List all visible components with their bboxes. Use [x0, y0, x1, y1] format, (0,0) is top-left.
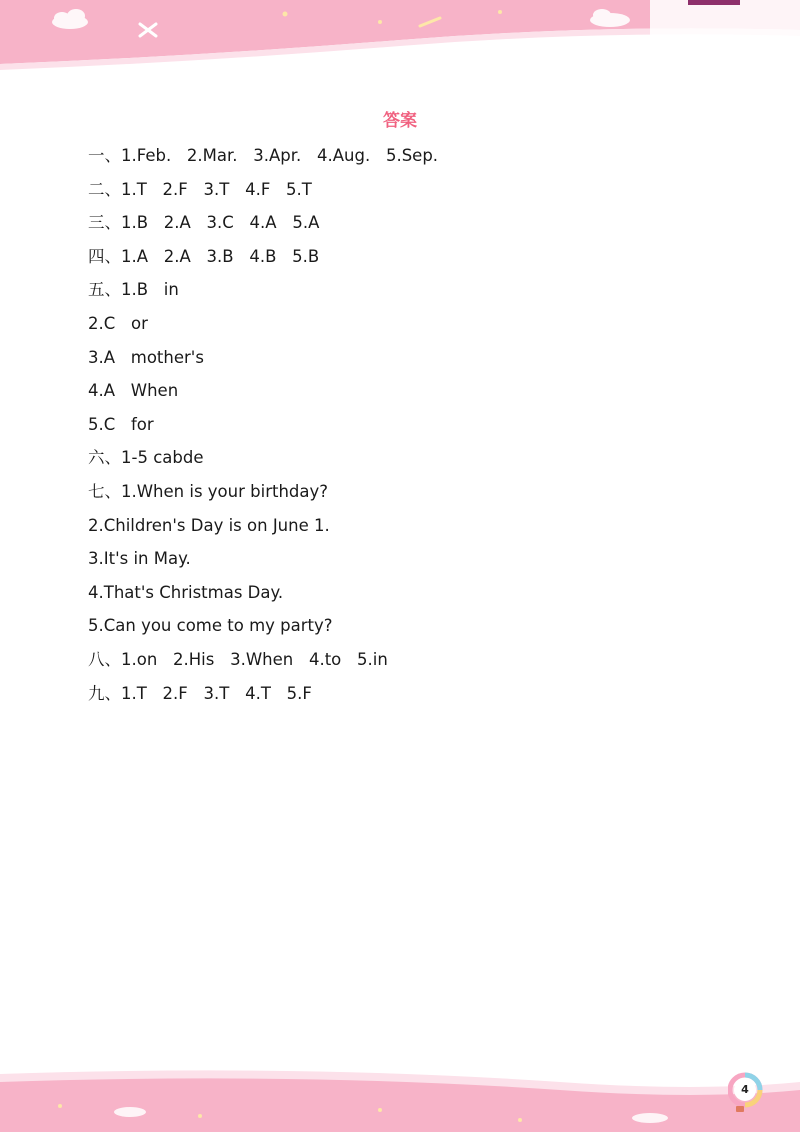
answer-list — [88, 142, 438, 713]
answer-line: 三、1.B 2.A 3.C 4.A 5.A — [88, 213, 320, 233]
answer-line: 5.Can you come to my party? — [88, 616, 333, 636]
answer-line: 2.Children's Day is on June 1. — [88, 515, 330, 535]
top-decorative-banner — [0, 0, 800, 80]
answer-line: 六、1-5 cabde — [88, 448, 204, 468]
page-title: 答案 — [383, 111, 417, 131]
answer-line: 七、1.When is your birthday? — [88, 481, 329, 501]
answer-line: 一、1.Feb. 2.Mar. 3.Apr. 4.Aug. 5.Sep. — [88, 146, 439, 165]
answer-line: 3.It's in May. — [88, 549, 191, 569]
answer-line: 五、1.B in — [88, 280, 179, 300]
bottom-decorative-banner — [0, 1060, 800, 1132]
answer-line: 4.A When — [88, 381, 179, 401]
answer-line: 二、1.T 2.F 3.T 4.F 5.T — [88, 179, 312, 199]
answer-line: 八、1.on 2.His 3.When 4.to 5.in — [88, 649, 388, 669]
answer-line: 5.C for — [88, 414, 154, 434]
answer-line: 2.C or — [88, 313, 148, 333]
answer-line: 3.A mother's — [88, 347, 204, 367]
answer-line: 四、1.A 2.A 3.B 4.B 5.B — [88, 246, 320, 266]
answer-line: 4.That's Christmas Day. — [88, 582, 284, 602]
answer-line: 九、1.T 2.F 3.T 4.T 5.F — [88, 683, 312, 703]
page-number: 4 — [741, 1083, 749, 1096]
